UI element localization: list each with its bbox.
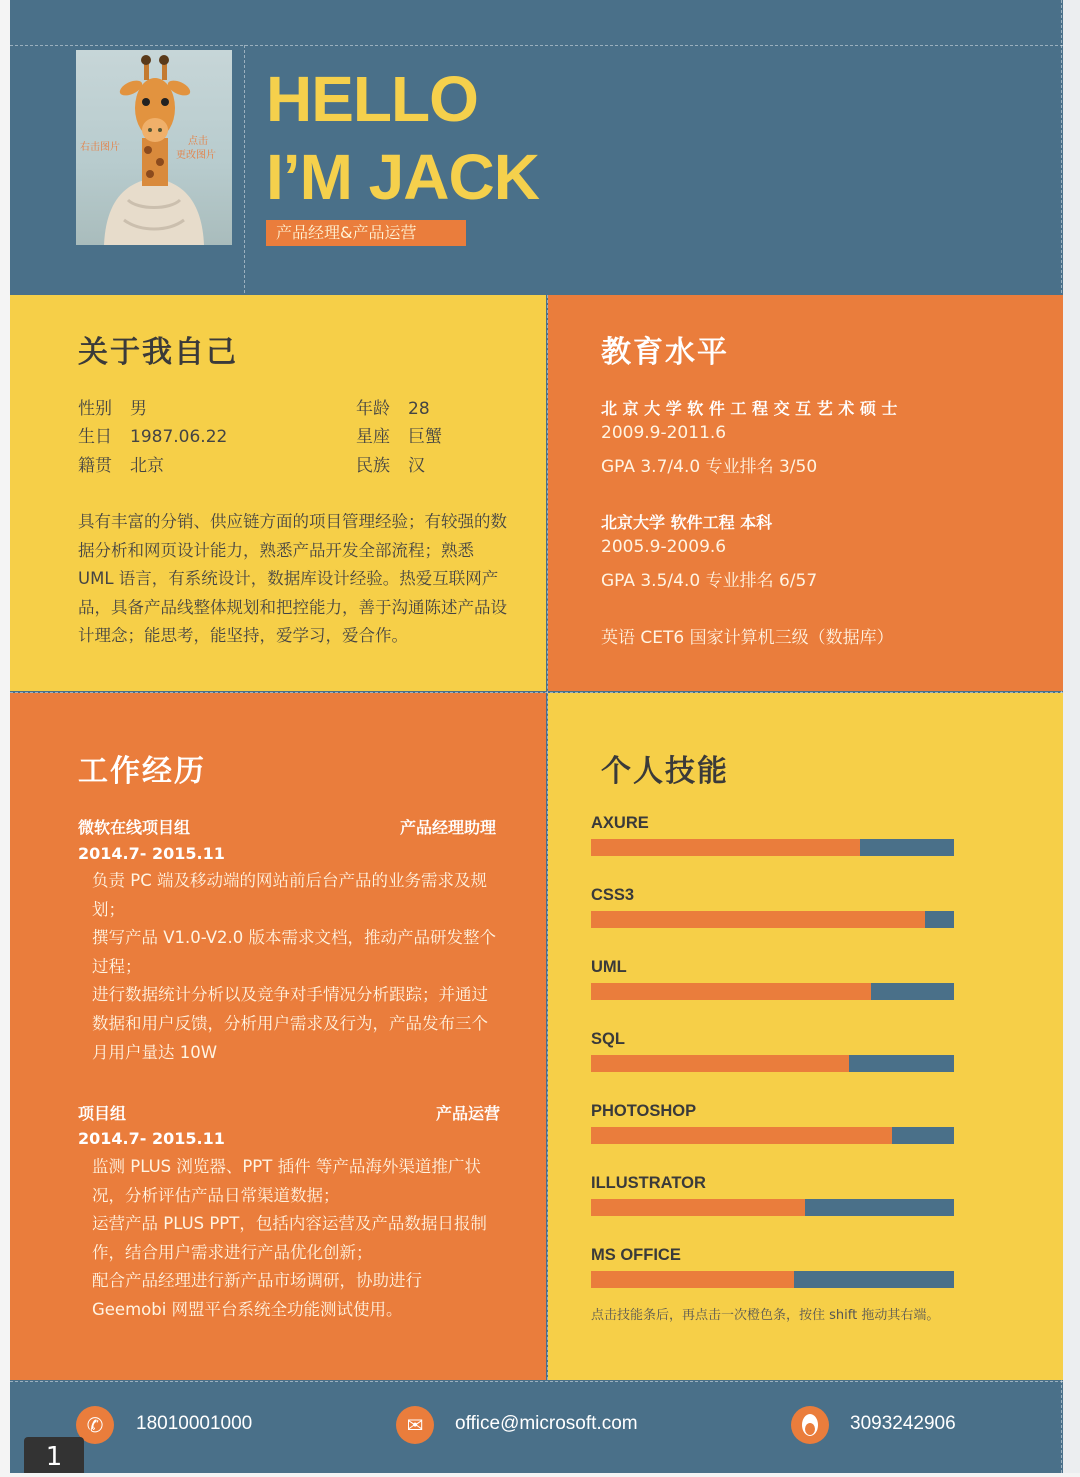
about-field: 籍贯 北京 xyxy=(78,456,164,476)
photo-hint: 点击 xyxy=(188,136,208,147)
education-school: 北 京 大 学 软 件 工 程 交 互 艺 术 硕 士 xyxy=(601,399,898,418)
about-field: 民族 汉 xyxy=(356,456,425,476)
about-field: 星座 巨蟹 xyxy=(356,427,442,447)
skill-bar[interactable] xyxy=(591,839,954,856)
skill-bar-fill[interactable] xyxy=(591,839,860,856)
footer-email[interactable]: office@microsoft.com xyxy=(455,1413,638,1434)
job-duty: 运营产品 PLUS PPT，包括内容运营及产品数据日报制作，结合用户需求进行产品优化创新； xyxy=(92,1214,487,1262)
page-number: 1 xyxy=(24,1437,84,1473)
job-duty: 配合产品经理进行新产品市场调研，协助进行 Geemobi 网盟平台系统全功能测试使用。 xyxy=(92,1271,422,1319)
about-field: 年龄 28 xyxy=(356,399,430,419)
job-duty: 负责 PC 端及移动端的网站前后台产品的业务需求及规划； xyxy=(92,871,487,919)
hero-line-2: I’M JACK xyxy=(266,141,539,213)
footer-qq[interactable]: 3093242906 xyxy=(850,1413,956,1434)
photo-hint: 更改图片 xyxy=(176,150,216,161)
job-duty: 监测 PLUS 浏览器、PPT 插件 等产品海外渠道推广状况，分析评估产品日常渠道数据； xyxy=(92,1157,481,1205)
job-position: 产品运营 xyxy=(436,1104,501,1123)
page-edge xyxy=(1063,0,1080,1473)
hero-title xyxy=(266,60,539,216)
guide-line xyxy=(10,1381,1063,1382)
penguin-icon-glyph xyxy=(791,1406,829,1444)
skill-bar[interactable] xyxy=(591,911,954,928)
about-field: 生日 1987.06.22 xyxy=(78,427,228,447)
job-description xyxy=(92,1153,500,1325)
skill-name: CSS3 xyxy=(591,886,635,904)
skill-bar[interactable] xyxy=(591,1199,954,1216)
education-title: 教育水平 xyxy=(601,335,729,370)
job-duty: 撰写产品 V1.0-V2.0 版本需求文档，推动产品研发整个过程； xyxy=(92,928,497,976)
skill-name: MS OFFICE xyxy=(591,1246,681,1264)
envelope-icon: ✉ xyxy=(396,1406,434,1444)
work-title: 工作经历 xyxy=(78,754,206,789)
job-period: 2014.7- 2015.11 xyxy=(78,844,225,863)
education-gpa: GPA 3.7/4.0 专业排名 3/50 xyxy=(601,457,818,477)
job-duty: 进行数据统计分析以及竞争对手情况分析跟踪；并通过数据和用户反馈，分析用户需求及行为，产品发布三个月用户量达 10W xyxy=(92,985,488,1062)
job-company: 项目组 xyxy=(78,1104,127,1123)
skill-bar[interactable] xyxy=(591,983,954,1000)
skill-bar-fill[interactable] xyxy=(591,983,871,1000)
job-company: 微软在线项目组 xyxy=(78,818,191,837)
education-certs: 英语 CET6 国家计算机三级（数据库） xyxy=(601,628,894,648)
hero-line-1: HELLO xyxy=(266,63,478,135)
skill-bar-fill[interactable] xyxy=(591,1199,805,1216)
guide-line xyxy=(244,45,245,293)
skill-name: ILLUSTRATOR xyxy=(591,1174,706,1192)
role-tag: 产品经理&产品运营 xyxy=(266,220,466,246)
skill-bar[interactable] xyxy=(591,1127,954,1144)
skill-bar-fill[interactable] xyxy=(591,911,925,928)
about-field: 性别 男 xyxy=(78,399,147,419)
photo-hint: 右击图片 xyxy=(80,142,120,153)
skills-title: 个人技能 xyxy=(601,754,729,789)
guide-line xyxy=(10,692,1063,693)
about-title: 关于我自己 xyxy=(78,335,238,370)
skill-name: AXURE xyxy=(591,814,649,832)
skill-name: SQL xyxy=(591,1030,625,1048)
guide-line xyxy=(10,45,1063,46)
job-period: 2014.7- 2015.11 xyxy=(78,1129,225,1148)
education-period: 2009.9-2011.6 xyxy=(601,423,727,443)
skill-name: PHOTOSHOP xyxy=(591,1102,697,1120)
guide-line xyxy=(547,295,548,1380)
job-description xyxy=(92,867,500,1067)
footer-phone[interactable]: 18010001000 xyxy=(136,1413,253,1434)
profile-photo[interactable] xyxy=(76,50,232,245)
skill-bar-fill[interactable] xyxy=(591,1271,794,1288)
skill-bar[interactable] xyxy=(591,1055,954,1072)
penguin-icon xyxy=(791,1406,829,1444)
skills-note: 点击技能条后，再点击一次橙色条，按住 shift 拖动其右端。 xyxy=(591,1308,940,1323)
skill-bar-fill[interactable] xyxy=(591,1055,849,1072)
skill-bar[interactable] xyxy=(591,1271,954,1288)
phone-icon: ✆ xyxy=(76,1406,114,1444)
education-period: 2005.9-2009.6 xyxy=(601,537,727,557)
education-gpa: GPA 3.5/4.0 专业排名 6/57 xyxy=(601,571,818,591)
skill-name: UML xyxy=(591,958,627,976)
skill-bar-fill[interactable] xyxy=(591,1127,892,1144)
education-school: 北京大学 软件工程 本科 xyxy=(601,513,773,532)
job-position: 产品经理助理 xyxy=(400,818,497,837)
about-paragraph: 具有丰富的分销、供应链方面的项目管理经验；有较强的数据分析和网页设计能力，熟悉产品开发全部流程；熟悉 UML 语言，有系统设计，数据库设计经验。热爱互联网产品，具备产品线整体规划和把控能力，善于沟通陈述产品设计理念；能思考，能坚持，爱学习，爱合作。 xyxy=(78,512,507,646)
